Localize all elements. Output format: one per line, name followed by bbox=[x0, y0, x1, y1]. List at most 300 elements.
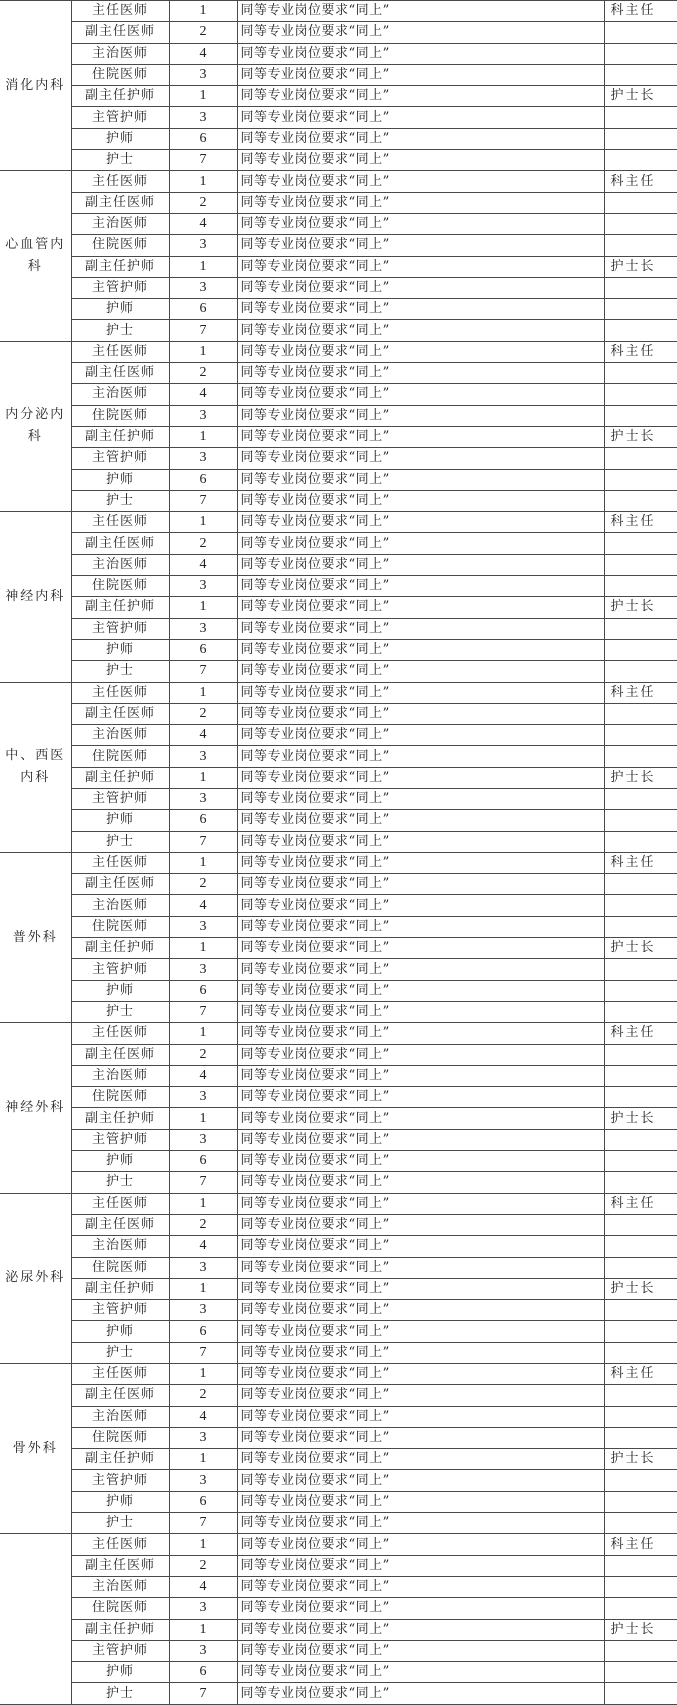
table-row bbox=[0, 1364, 677, 1385]
position-title-cell: 主任医师 bbox=[71, 171, 169, 192]
headcount-cell: 1 bbox=[169, 1278, 237, 1299]
headcount-cell: 2 bbox=[169, 533, 237, 554]
table-row bbox=[0, 384, 677, 405]
remark-cell bbox=[604, 150, 677, 171]
requirement-cell: 同等专业岗位要求“同上” bbox=[237, 874, 604, 895]
position-title-cell: 副主任医师 bbox=[71, 1044, 169, 1065]
remark-cell bbox=[604, 1129, 677, 1150]
remark-cell: 科主任 bbox=[604, 682, 677, 703]
position-title-cell: 主管护师 bbox=[71, 1300, 169, 1321]
headcount-cell: 3 bbox=[169, 235, 237, 256]
headcount-cell: 7 bbox=[169, 150, 237, 171]
table-row bbox=[0, 171, 677, 192]
table-row bbox=[0, 1065, 677, 1086]
position-title-cell: 主治医师 bbox=[71, 1236, 169, 1257]
remark-cell bbox=[604, 746, 677, 767]
headcount-cell: 3 bbox=[169, 107, 237, 128]
table-row bbox=[0, 554, 677, 575]
remark-cell bbox=[604, 1257, 677, 1278]
table-row bbox=[0, 43, 677, 64]
requirement-cell: 同等专业岗位要求“同上” bbox=[237, 959, 604, 980]
position-title-cell: 副主任医师 bbox=[71, 22, 169, 43]
position-title-cell: 副主任医师 bbox=[71, 1385, 169, 1406]
headcount-cell: 4 bbox=[169, 43, 237, 64]
position-title-cell: 副主任医师 bbox=[71, 192, 169, 213]
remark-cell: 科主任 bbox=[604, 1, 677, 22]
remark-cell bbox=[604, 384, 677, 405]
position-title-cell: 副主任护师 bbox=[71, 426, 169, 447]
position-title-cell: 副主任护师 bbox=[71, 597, 169, 618]
headcount-cell: 3 bbox=[169, 1427, 237, 1448]
position-title-cell: 主管护师 bbox=[71, 959, 169, 980]
department-name-cell: 神经内科 bbox=[0, 512, 71, 682]
remark-cell: 科主任 bbox=[604, 852, 677, 873]
remark-cell: 护士长 bbox=[604, 938, 677, 959]
headcount-cell: 2 bbox=[169, 1214, 237, 1235]
headcount-cell: 3 bbox=[169, 1087, 237, 1108]
requirement-cell: 同等专业岗位要求“同上” bbox=[237, 1129, 604, 1150]
remark-cell: 护士长 bbox=[604, 597, 677, 618]
position-title-cell: 护士 bbox=[71, 490, 169, 511]
requirement-cell: 同等专业岗位要求“同上” bbox=[237, 1640, 604, 1661]
headcount-cell: 1 bbox=[169, 767, 237, 788]
requirement-cell: 同等专业岗位要求“同上” bbox=[237, 1044, 604, 1065]
headcount-cell: 3 bbox=[169, 916, 237, 937]
position-title-cell: 住院医师 bbox=[71, 1257, 169, 1278]
remark-cell: 护士长 bbox=[604, 1619, 677, 1640]
table-row bbox=[0, 1470, 677, 1491]
position-title-cell: 护师 bbox=[71, 810, 169, 831]
table-row bbox=[0, 1683, 677, 1704]
requirement-cell: 同等专业岗位要求“同上” bbox=[237, 512, 604, 533]
remark-cell bbox=[604, 1044, 677, 1065]
position-title-cell: 副主任医师 bbox=[71, 703, 169, 724]
table-row bbox=[0, 1342, 677, 1363]
requirement-cell: 同等专业岗位要求“同上” bbox=[237, 1598, 604, 1619]
requirement-cell: 同等专业岗位要求“同上” bbox=[237, 1257, 604, 1278]
position-title-cell: 主管护师 bbox=[71, 1129, 169, 1150]
requirement-cell: 同等专业岗位要求“同上” bbox=[237, 1662, 604, 1683]
headcount-cell: 3 bbox=[169, 746, 237, 767]
position-title-cell: 住院医师 bbox=[71, 405, 169, 426]
position-title-cell: 住院医师 bbox=[71, 1427, 169, 1448]
position-title-cell: 主任医师 bbox=[71, 1, 169, 22]
remark-cell bbox=[604, 1598, 677, 1619]
headcount-cell: 2 bbox=[169, 874, 237, 895]
remark-cell: 护士长 bbox=[604, 767, 677, 788]
requirement-cell: 同等专业岗位要求“同上” bbox=[237, 661, 604, 682]
headcount-cell: 1 bbox=[169, 1619, 237, 1640]
table-row bbox=[0, 533, 677, 554]
headcount-cell: 6 bbox=[169, 1662, 237, 1683]
headcount-cell: 7 bbox=[169, 1172, 237, 1193]
remark-cell bbox=[604, 1214, 677, 1235]
position-title-cell: 护士 bbox=[71, 150, 169, 171]
headcount-cell: 7 bbox=[169, 1001, 237, 1022]
table-row bbox=[0, 22, 677, 43]
position-title-cell: 主治医师 bbox=[71, 213, 169, 234]
requirement-cell: 同等专业岗位要求“同上” bbox=[237, 1278, 604, 1299]
requirement-cell: 同等专业岗位要求“同上” bbox=[237, 405, 604, 426]
position-title-cell: 住院医师 bbox=[71, 576, 169, 597]
position-title-cell: 副主任护师 bbox=[71, 1108, 169, 1129]
table-row bbox=[0, 1278, 677, 1299]
remark-cell bbox=[604, 703, 677, 724]
table-row bbox=[0, 1, 677, 22]
requirement-cell: 同等专业岗位要求“同上” bbox=[237, 128, 604, 149]
position-title-cell: 副主任医师 bbox=[71, 874, 169, 895]
requirement-cell: 同等专业岗位要求“同上” bbox=[237, 895, 604, 916]
table-row bbox=[0, 767, 677, 788]
remark-cell bbox=[604, 1555, 677, 1576]
remark-cell bbox=[604, 22, 677, 43]
headcount-cell: 7 bbox=[169, 1513, 237, 1534]
table-row bbox=[0, 831, 677, 852]
remark-cell bbox=[604, 405, 677, 426]
requirement-cell: 同等专业岗位要求“同上” bbox=[237, 746, 604, 767]
remark-cell bbox=[604, 1151, 677, 1172]
remark-cell bbox=[604, 1321, 677, 1342]
table-row bbox=[0, 852, 677, 873]
headcount-cell: 1 bbox=[169, 852, 237, 873]
requirement-cell: 同等专业岗位要求“同上” bbox=[237, 299, 604, 320]
table-row bbox=[0, 64, 677, 85]
requirement-cell: 同等专业岗位要求“同上” bbox=[237, 831, 604, 852]
headcount-cell: 7 bbox=[169, 661, 237, 682]
headcount-cell: 1 bbox=[169, 256, 237, 277]
headcount-cell: 7 bbox=[169, 1342, 237, 1363]
headcount-cell: 3 bbox=[169, 576, 237, 597]
table-row bbox=[0, 1300, 677, 1321]
headcount-cell: 4 bbox=[169, 554, 237, 575]
department-name-cell bbox=[0, 1534, 71, 1704]
table-row bbox=[0, 1619, 677, 1640]
position-title-cell: 护士 bbox=[71, 1172, 169, 1193]
table-row bbox=[0, 916, 677, 937]
requirement-cell: 同等专业岗位要求“同上” bbox=[237, 426, 604, 447]
position-title-cell: 副主任医师 bbox=[71, 1555, 169, 1576]
position-title-cell: 主任医师 bbox=[71, 1023, 169, 1044]
requirement-cell: 同等专业岗位要求“同上” bbox=[237, 171, 604, 192]
remark-cell bbox=[604, 1172, 677, 1193]
position-title-cell: 主管护师 bbox=[71, 1470, 169, 1491]
position-title-cell: 主治医师 bbox=[71, 895, 169, 916]
table-row bbox=[0, 810, 677, 831]
headcount-cell: 6 bbox=[169, 299, 237, 320]
remark-cell bbox=[604, 1470, 677, 1491]
remark-cell bbox=[604, 1576, 677, 1597]
table-row bbox=[0, 1576, 677, 1597]
headcount-cell: 2 bbox=[169, 192, 237, 213]
position-title-cell: 主管护师 bbox=[71, 448, 169, 469]
position-title-cell: 护士 bbox=[71, 831, 169, 852]
table-row bbox=[0, 1108, 677, 1129]
remark-cell bbox=[604, 363, 677, 384]
headcount-cell: 1 bbox=[169, 1364, 237, 1385]
position-title-cell: 护士 bbox=[71, 320, 169, 341]
remark-cell bbox=[604, 1406, 677, 1427]
remark-cell bbox=[604, 1087, 677, 1108]
table-row bbox=[0, 597, 677, 618]
table-row bbox=[0, 512, 677, 533]
requirement-cell: 同等专业岗位要求“同上” bbox=[237, 576, 604, 597]
table-row bbox=[0, 746, 677, 767]
position-title-cell: 副主任护师 bbox=[71, 767, 169, 788]
headcount-cell: 3 bbox=[169, 277, 237, 298]
headcount-cell: 6 bbox=[169, 639, 237, 660]
table-row bbox=[0, 469, 677, 490]
table-row bbox=[0, 1598, 677, 1619]
position-title-cell: 护师 bbox=[71, 639, 169, 660]
requirement-cell: 同等专业岗位要求“同上” bbox=[237, 1172, 604, 1193]
headcount-cell: 1 bbox=[169, 1449, 237, 1470]
position-title-cell: 住院医师 bbox=[71, 235, 169, 256]
position-title-cell: 主任医师 bbox=[71, 1193, 169, 1214]
requirement-cell: 同等专业岗位要求“同上” bbox=[237, 852, 604, 873]
headcount-cell: 2 bbox=[169, 22, 237, 43]
position-title-cell: 主管护师 bbox=[71, 277, 169, 298]
remark-cell: 科主任 bbox=[604, 512, 677, 533]
position-title-cell: 主治医师 bbox=[71, 1406, 169, 1427]
remark-cell bbox=[604, 1491, 677, 1512]
requirement-cell: 同等专业岗位要求“同上” bbox=[237, 1300, 604, 1321]
requirement-cell: 同等专业岗位要求“同上” bbox=[237, 597, 604, 618]
table-row bbox=[0, 1129, 677, 1150]
table-row bbox=[0, 426, 677, 447]
table-row bbox=[0, 980, 677, 1001]
headcount-cell: 6 bbox=[169, 810, 237, 831]
headcount-cell: 3 bbox=[169, 448, 237, 469]
requirement-cell: 同等专业岗位要求“同上” bbox=[237, 107, 604, 128]
remark-cell bbox=[604, 213, 677, 234]
table-row bbox=[0, 213, 677, 234]
headcount-cell: 1 bbox=[169, 1534, 237, 1555]
department-name-cell: 心血管内科 bbox=[0, 171, 71, 341]
remark-cell: 科主任 bbox=[604, 1193, 677, 1214]
requirement-cell: 同等专业岗位要求“同上” bbox=[237, 1364, 604, 1385]
requirement-cell: 同等专业岗位要求“同上” bbox=[237, 1534, 604, 1555]
remark-cell bbox=[604, 810, 677, 831]
headcount-cell: 3 bbox=[169, 1257, 237, 1278]
remark-cell bbox=[604, 1342, 677, 1363]
position-title-cell: 主治医师 bbox=[71, 43, 169, 64]
table-row bbox=[0, 405, 677, 426]
headcount-cell: 2 bbox=[169, 363, 237, 384]
requirement-cell: 同等专业岗位要求“同上” bbox=[237, 1406, 604, 1427]
department-name-cell: 骨外科 bbox=[0, 1364, 71, 1534]
remark-cell bbox=[604, 469, 677, 490]
table-row bbox=[0, 703, 677, 724]
remark-cell bbox=[604, 916, 677, 937]
department-name-cell: 普外科 bbox=[0, 852, 71, 1022]
requirement-cell: 同等专业岗位要求“同上” bbox=[237, 235, 604, 256]
headcount-cell: 1 bbox=[169, 597, 237, 618]
position-title-cell: 护师 bbox=[71, 469, 169, 490]
requirement-cell: 同等专业岗位要求“同上” bbox=[237, 64, 604, 85]
requirement-cell: 同等专业岗位要求“同上” bbox=[237, 341, 604, 362]
requirement-cell: 同等专业岗位要求“同上” bbox=[237, 1491, 604, 1512]
requirement-cell: 同等专业岗位要求“同上” bbox=[237, 1427, 604, 1448]
position-title-cell: 住院医师 bbox=[71, 746, 169, 767]
headcount-cell: 3 bbox=[169, 405, 237, 426]
position-title-cell: 护师 bbox=[71, 128, 169, 149]
table-row bbox=[0, 1023, 677, 1044]
remark-cell bbox=[604, 1427, 677, 1448]
position-title-cell: 护师 bbox=[71, 980, 169, 1001]
requirement-cell: 同等专业岗位要求“同上” bbox=[237, 1683, 604, 1704]
table-row bbox=[0, 1662, 677, 1683]
requirement-cell: 同等专业岗位要求“同上” bbox=[237, 1385, 604, 1406]
remark-cell bbox=[604, 128, 677, 149]
department-name-cell: 神经外科 bbox=[0, 1023, 71, 1193]
headcount-cell: 4 bbox=[169, 384, 237, 405]
position-title-cell: 护士 bbox=[71, 1001, 169, 1022]
requirement-cell: 同等专业岗位要求“同上” bbox=[237, 363, 604, 384]
position-title-cell: 副主任护师 bbox=[71, 1619, 169, 1640]
requirement-cell: 同等专业岗位要求“同上” bbox=[237, 618, 604, 639]
remark-cell bbox=[604, 1683, 677, 1704]
remark-cell bbox=[604, 1662, 677, 1683]
requirement-cell: 同等专业岗位要求“同上” bbox=[237, 767, 604, 788]
headcount-cell: 3 bbox=[169, 618, 237, 639]
requirement-cell: 同等专业岗位要求“同上” bbox=[237, 1449, 604, 1470]
position-title-cell: 主治医师 bbox=[71, 1576, 169, 1597]
table-row bbox=[0, 235, 677, 256]
headcount-cell: 1 bbox=[169, 1193, 237, 1214]
table-row bbox=[0, 341, 677, 362]
headcount-cell: 3 bbox=[169, 959, 237, 980]
position-title-cell: 护士 bbox=[71, 1342, 169, 1363]
headcount-cell: 7 bbox=[169, 320, 237, 341]
position-title-cell: 副主任医师 bbox=[71, 363, 169, 384]
requirement-cell: 同等专业岗位要求“同上” bbox=[237, 1, 604, 22]
table-row bbox=[0, 107, 677, 128]
headcount-cell: 3 bbox=[169, 1640, 237, 1661]
remark-cell bbox=[604, 618, 677, 639]
position-title-cell: 护师 bbox=[71, 1151, 169, 1172]
position-title-cell: 主治医师 bbox=[71, 554, 169, 575]
requirement-cell: 同等专业岗位要求“同上” bbox=[237, 1342, 604, 1363]
headcount-cell: 1 bbox=[169, 341, 237, 362]
table-row bbox=[0, 1555, 677, 1576]
remark-cell bbox=[604, 1513, 677, 1534]
requirement-cell: 同等专业岗位要求“同上” bbox=[237, 938, 604, 959]
headcount-cell: 3 bbox=[169, 1598, 237, 1619]
table-row bbox=[0, 1001, 677, 1022]
table-row bbox=[0, 1513, 677, 1534]
department-name-cell: 泌尿外科 bbox=[0, 1193, 71, 1363]
position-title-cell: 副主任护师 bbox=[71, 86, 169, 107]
headcount-cell: 6 bbox=[169, 980, 237, 1001]
position-title-cell: 护师 bbox=[71, 1321, 169, 1342]
headcount-cell: 4 bbox=[169, 1236, 237, 1257]
position-title-cell: 住院医师 bbox=[71, 916, 169, 937]
position-title-cell: 主治医师 bbox=[71, 725, 169, 746]
headcount-cell: 3 bbox=[169, 1470, 237, 1491]
table-row bbox=[0, 192, 677, 213]
requirement-cell: 同等专业岗位要求“同上” bbox=[237, 1576, 604, 1597]
requirement-cell: 同等专业岗位要求“同上” bbox=[237, 1321, 604, 1342]
position-title-cell: 主任医师 bbox=[71, 852, 169, 873]
table-row bbox=[0, 1044, 677, 1065]
requirement-cell: 同等专业岗位要求“同上” bbox=[237, 554, 604, 575]
requirement-cell: 同等专业岗位要求“同上” bbox=[237, 1023, 604, 1044]
requirement-cell: 同等专业岗位要求“同上” bbox=[237, 639, 604, 660]
table-row bbox=[0, 725, 677, 746]
requirement-cell: 同等专业岗位要求“同上” bbox=[237, 490, 604, 511]
position-title-cell: 主管护师 bbox=[71, 618, 169, 639]
remark-cell bbox=[604, 1065, 677, 1086]
headcount-cell: 2 bbox=[169, 1385, 237, 1406]
requirement-cell: 同等专业岗位要求“同上” bbox=[237, 1108, 604, 1129]
requirement-cell: 同等专业岗位要求“同上” bbox=[237, 1619, 604, 1640]
table-row bbox=[0, 1172, 677, 1193]
remark-cell bbox=[604, 277, 677, 298]
headcount-cell: 3 bbox=[169, 1300, 237, 1321]
position-title-cell: 主任医师 bbox=[71, 1534, 169, 1555]
remark-cell bbox=[604, 448, 677, 469]
requirement-cell: 同等专业岗位要求“同上” bbox=[237, 256, 604, 277]
requirement-cell: 同等专业岗位要求“同上” bbox=[237, 1065, 604, 1086]
table-row bbox=[0, 1151, 677, 1172]
headcount-cell: 6 bbox=[169, 128, 237, 149]
position-title-cell: 副主任护师 bbox=[71, 1449, 169, 1470]
requirement-cell: 同等专业岗位要求“同上” bbox=[237, 320, 604, 341]
headcount-cell: 3 bbox=[169, 1129, 237, 1150]
department-name-cell: 消化内科 bbox=[0, 1, 71, 171]
remark-cell: 护士长 bbox=[604, 256, 677, 277]
table-row bbox=[0, 277, 677, 298]
remark-cell bbox=[604, 895, 677, 916]
headcount-cell: 4 bbox=[169, 895, 237, 916]
requirement-cell: 同等专业岗位要求“同上” bbox=[237, 22, 604, 43]
table-row bbox=[0, 1321, 677, 1342]
position-title-cell: 护士 bbox=[71, 1513, 169, 1534]
headcount-cell: 4 bbox=[169, 1406, 237, 1427]
requirement-cell: 同等专业岗位要求“同上” bbox=[237, 469, 604, 490]
position-title-cell: 副主任护师 bbox=[71, 256, 169, 277]
table-row bbox=[0, 1193, 677, 1214]
headcount-cell: 1 bbox=[169, 86, 237, 107]
headcount-cell: 7 bbox=[169, 1683, 237, 1704]
headcount-cell: 1 bbox=[169, 171, 237, 192]
requirement-cell: 同等专业岗位要求“同上” bbox=[237, 810, 604, 831]
table-row bbox=[0, 299, 677, 320]
headcount-cell: 4 bbox=[169, 725, 237, 746]
requirement-cell: 同等专业岗位要求“同上” bbox=[237, 1470, 604, 1491]
requirement-cell: 同等专业岗位要求“同上” bbox=[237, 1236, 604, 1257]
requirement-cell: 同等专业岗位要求“同上” bbox=[237, 682, 604, 703]
table-row bbox=[0, 1257, 677, 1278]
position-title-cell: 护士 bbox=[71, 1683, 169, 1704]
remark-cell: 护士长 bbox=[604, 86, 677, 107]
position-title-cell: 主管护师 bbox=[71, 1640, 169, 1661]
requirement-cell: 同等专业岗位要求“同上” bbox=[237, 788, 604, 809]
remark-cell bbox=[604, 107, 677, 128]
remark-cell bbox=[604, 1640, 677, 1661]
remark-cell: 护士长 bbox=[604, 1449, 677, 1470]
requirement-cell: 同等专业岗位要求“同上” bbox=[237, 384, 604, 405]
remark-cell bbox=[604, 959, 677, 980]
remark-cell bbox=[604, 788, 677, 809]
table-row bbox=[0, 639, 677, 660]
headcount-cell: 3 bbox=[169, 64, 237, 85]
table-row bbox=[0, 1406, 677, 1427]
requirement-cell: 同等专业岗位要求“同上” bbox=[237, 980, 604, 1001]
table-row bbox=[0, 682, 677, 703]
position-title-cell: 主管护师 bbox=[71, 107, 169, 128]
position-title-cell: 主任医师 bbox=[71, 341, 169, 362]
